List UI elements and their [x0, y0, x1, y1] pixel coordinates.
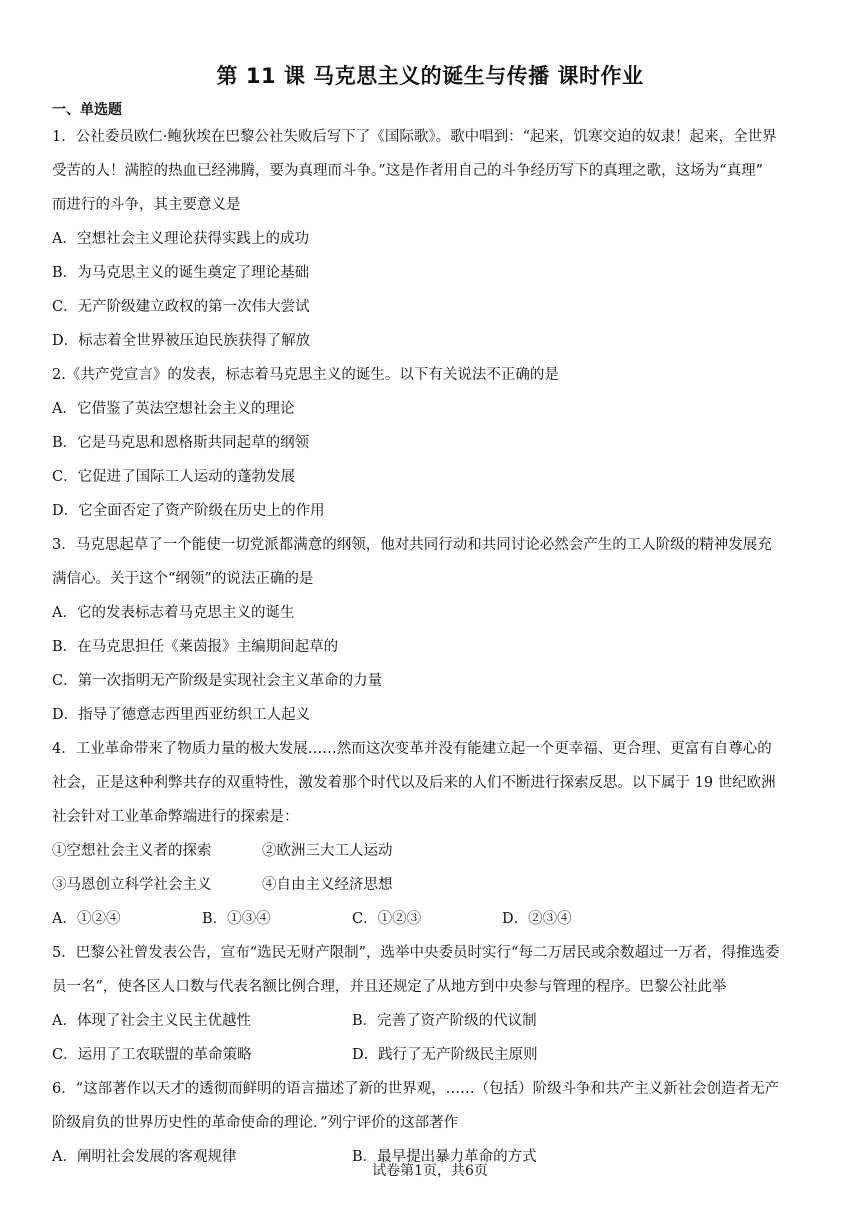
question-2-option-b: B．它是马克思和恩格斯共同起草的纲领	[52, 435, 310, 451]
question-6-option-a: A．阐明社会发展的客观规律	[52, 1149, 237, 1165]
question-4-text-line: 4．工业革命带来了物质力量的极大发展……然而这次变革并没有能建立起一个更幸福、更合理、更富有自尊心的	[52, 741, 772, 757]
question-6	[52, 1072, 812, 1174]
question-4-choice-row	[52, 834, 812, 868]
question-6-text-line: 阶级肩负的世界历史性的革命使命的理论．”列宁评价的这部著作	[52, 1115, 459, 1131]
question-2	[52, 358, 812, 528]
question-4-option-c: C．①②③	[352, 911, 422, 927]
question-5-option-a: A．体现了社会主义民主优越性	[52, 1013, 251, 1029]
question-1-option-b: B．为马克思主义的诞生奠定了理论基础	[52, 265, 310, 281]
question-4-choice: ②欧洲三大工人运动	[262, 843, 393, 859]
question-4-options	[52, 902, 812, 936]
question-3-option-d: D．指导了德意志西里西亚纺织工人起义	[52, 707, 311, 723]
question-4	[52, 732, 812, 936]
section-heading: 一、单选题	[52, 102, 122, 118]
question-5-text-line: 5．巴黎公社曾发表公告，宣布“选民无财产限制”，选举中央委员时实行“每二万居民或余数超过一万者，得推选委	[52, 945, 780, 961]
question-3-option-a: A．它的发表标志着马克思主义的诞生	[52, 605, 295, 621]
question-1-option-a: A．空想社会主义理论获得实践上的成功	[52, 231, 309, 247]
question-2-option-d: D．它全面否定了资产阶级在历史上的作用	[52, 503, 325, 519]
question-4-choice: ④自由主义经济思想	[262, 877, 393, 893]
question-6-option-b: B．最早提出暴力革命的方式	[352, 1149, 537, 1165]
question-5-text-line: 员一名”，使各区人口数与代表名额比例合理，并且还规定了从地方到中央参与管理的程序。巴黎公社此举	[52, 979, 727, 995]
question-2-option-a: A．它借鉴了英法空想社会主义的理论	[52, 401, 295, 417]
question-5-options-row	[52, 1038, 812, 1072]
question-4-text-line: 社会针对工业革命弊端进行的探索是：	[52, 809, 299, 825]
question-5-options-row	[52, 1004, 812, 1038]
question-4-choice: ③马恩创立科学社会主义	[52, 877, 212, 893]
question-1-option-d: D．标志着全世界被压迫民族获得了解放	[52, 333, 311, 349]
page-footer: 试卷第1页，共6页	[372, 1163, 488, 1179]
question-5-option-d: D．践行了无产阶级民主原则	[352, 1047, 538, 1063]
question-3-text-line: 满信心。关于这个“纲领”的说法正确的是	[52, 571, 314, 587]
question-3-option-c: C．第一次指明无产阶级是实现社会主义革命的力量	[52, 673, 383, 689]
question-1-text-line: 1．公社委员欧仁·鲍狄埃在巴黎公社失败后写下了《国际歌》。歌中唱到：“起来，饥寒交迫的奴隶！起来，全世界	[52, 129, 777, 145]
question-4-choice-row	[52, 868, 812, 902]
question-4-text-line: 社会，正是这种利弊共存的双重特性，激发着那个时代以及后来的人们不断进行探索反思。以下属于 19 世纪欧洲	[52, 775, 776, 791]
question-6-text-line: 6．“这部著作以天才的透彻而鲜明的语言描述了新的世界观，……（包括）阶级斗争和共产主义新社会创造者无产	[52, 1081, 780, 1097]
question-1-text-line: 而进行的斗争，其主要意义是	[52, 197, 241, 213]
question-2-option-c: C．它促进了国际工人运动的蓬勃发展	[52, 469, 296, 485]
question-4-option-d: D．②③④	[502, 911, 572, 927]
question-3-text-line: 3．马克思起草了一个能使一切党派都满意的纲领，他对共同行动和共同讨论必然会产生的工人阶级的精神发展充	[52, 537, 772, 553]
question-4-option-b: B．①③④	[202, 911, 271, 927]
question-5-option-c: C．运用了工农联盟的革命策略	[52, 1047, 252, 1063]
question-3	[52, 528, 812, 732]
page-title: 第 11 课 马克思主义的诞生与传播 课时作业	[216, 64, 644, 88]
question-4-option-a: A．①②④	[52, 911, 121, 927]
question-1-option-c: C．无产阶级建立政权的第一次伟大尝试	[52, 299, 310, 315]
question-1	[52, 120, 812, 358]
question-5-option-b: B．完善了资产阶级的代议制	[352, 1013, 537, 1029]
question-1-text-line: 受苦的人！满腔的热血已经沸腾，要为真理而斗争。”这是作者用自己的斗争经历写下的真理之歌，这场为“真理”	[52, 163, 763, 179]
question-2-text-line: 2.《共产党宣言》的发表，标志着马克思主义的诞生。以下有关说法不正确的是	[52, 367, 559, 383]
question-4-choice: ①空想社会主义者的探索	[52, 843, 212, 859]
question-3-option-b: B．在马克思担任《莱茵报》主编期间起草的	[52, 639, 339, 655]
question-5	[52, 936, 812, 1072]
question-list	[52, 120, 812, 1174]
